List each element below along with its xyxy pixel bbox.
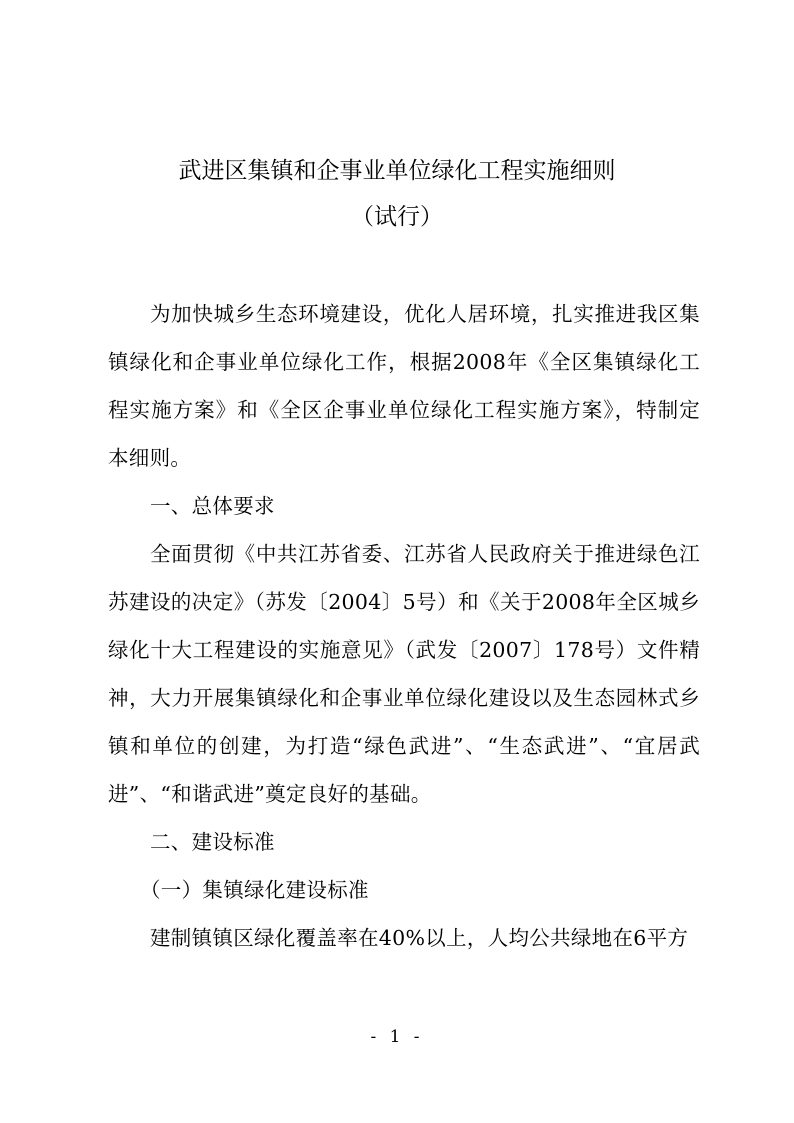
document-title: 武进区集镇和企事业单位绿化工程实施细则 xyxy=(178,158,616,184)
document-subtitle: （试行） xyxy=(351,204,443,230)
general-requirements-paragraph: 全面贯彻《中共江苏省委、江苏省人民政府关于推进绿色江苏建设的决定》（苏发〔2004〕5号）和《关于2008年全区城乡绿化十大工程建设的实施意见》（武发〔2007〕178号）文件精神，大力开展集镇绿化和企事业单位绿化建设以及生态园林式乡镇和单位的创建，为打造“绿色武进”、“生态武进”、“宜居武进”、“和谐武进”奠定良好的基础。 xyxy=(108,542,700,806)
page-number: - 1 - xyxy=(370,1027,424,1047)
town-greening-standards-paragraph: 建制镇镇区绿化覆盖率在40%以上，人均公共绿地在6平方 xyxy=(150,926,689,950)
section-heading-construction-standards: 二、建设标准 xyxy=(150,830,275,854)
section-heading-general-requirements: 一、总体要求 xyxy=(150,494,275,518)
subsection-heading-town-greening-standards: （一）集镇绿化建设标准 xyxy=(140,878,369,902)
intro-paragraph: 为加快城乡生态环境建设，优化人居环境，扎实推进我区集镇绿化和企事业单位绿化工作，根据2008年《全区集镇绿化工程实施方案》和《全区企事业单位绿化工程实施方案》，特制定本细则。 xyxy=(108,302,700,470)
document-body xyxy=(108,290,700,962)
